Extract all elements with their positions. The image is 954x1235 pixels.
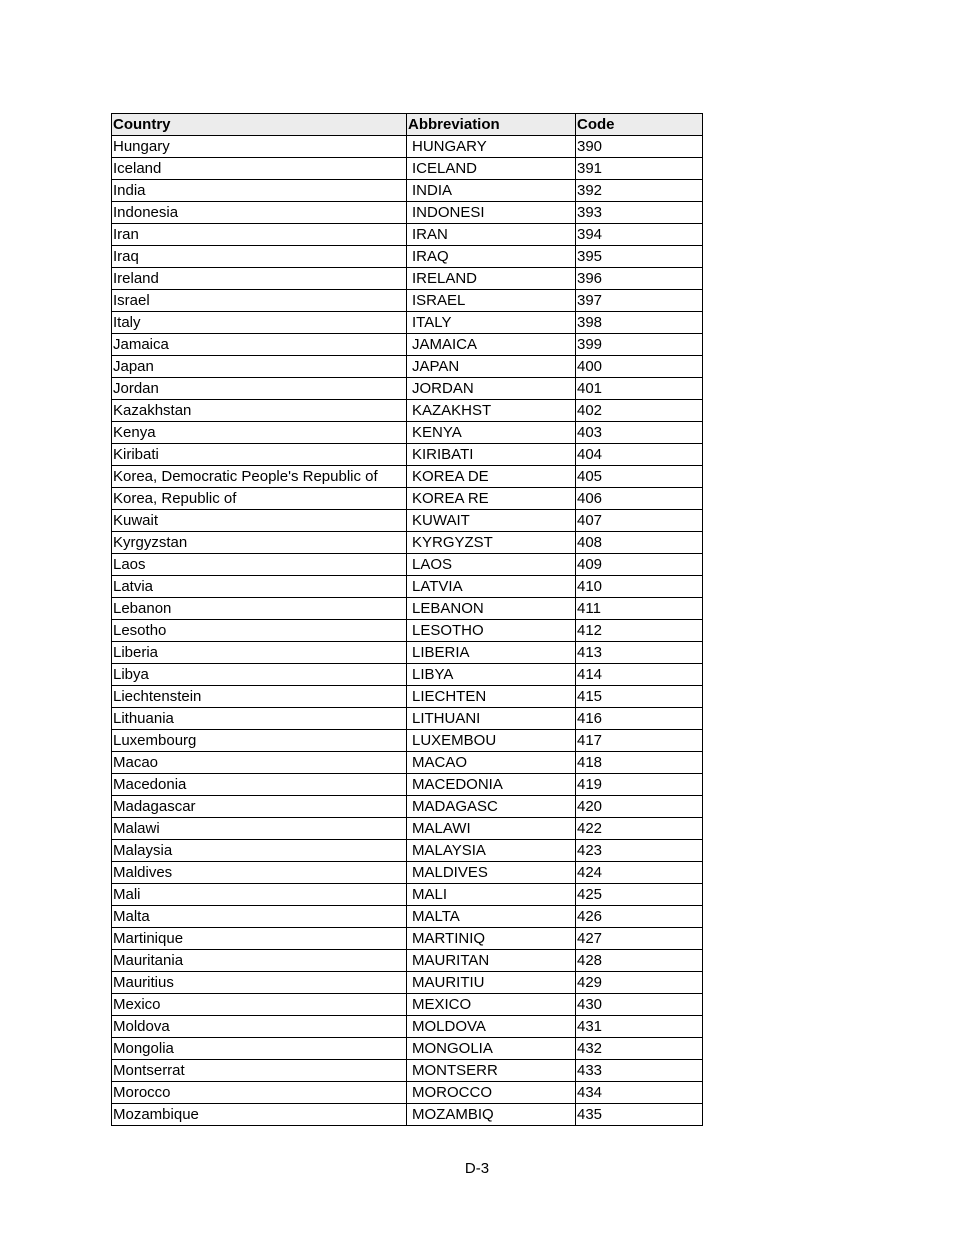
cell-code: 400 [576, 356, 703, 378]
cell-code: 393 [576, 202, 703, 224]
cell-code: 409 [576, 554, 703, 576]
cell-abbreviation: KIRIBATI [407, 444, 576, 466]
cell-abbreviation: JORDAN [407, 378, 576, 400]
cell-abbreviation: MALAYSIA [407, 840, 576, 862]
table-row [112, 312, 703, 334]
cell-country: Montserrat [112, 1060, 407, 1082]
cell-abbreviation: ICELAND [407, 158, 576, 180]
cell-code: 425 [576, 884, 703, 906]
cell-code: 404 [576, 444, 703, 466]
table-row [112, 686, 703, 708]
cell-country: Lebanon [112, 598, 407, 620]
table-row [112, 400, 703, 422]
cell-code: 431 [576, 1016, 703, 1038]
cell-code: 408 [576, 532, 703, 554]
cell-abbreviation: MAURITAN [407, 950, 576, 972]
cell-country: Kenya [112, 422, 407, 444]
cell-country: Iran [112, 224, 407, 246]
table-row [112, 422, 703, 444]
cell-abbreviation: KYRGYZST [407, 532, 576, 554]
page-number: D-3 [464, 1160, 490, 1177]
table-row [112, 466, 703, 488]
cell-abbreviation: JAPAN [407, 356, 576, 378]
table-row [112, 532, 703, 554]
cell-country: Ireland [112, 268, 407, 290]
cell-abbreviation: LIECHTEN [407, 686, 576, 708]
cell-code: 406 [576, 488, 703, 510]
cell-code: 396 [576, 268, 703, 290]
cell-abbreviation: MACAO [407, 752, 576, 774]
cell-code: 413 [576, 642, 703, 664]
table-row [112, 774, 703, 796]
cell-country: Japan [112, 356, 407, 378]
cell-abbreviation: MEXICO [407, 994, 576, 1016]
cell-abbreviation: JAMAICA [407, 334, 576, 356]
cell-country: Malta [112, 906, 407, 928]
table-row [112, 796, 703, 818]
cell-abbreviation: IRAQ [407, 246, 576, 268]
table-row [112, 488, 703, 510]
cell-abbreviation: MALTA [407, 906, 576, 928]
table-row [112, 158, 703, 180]
cell-country: Maldives [112, 862, 407, 884]
table-row [112, 994, 703, 1016]
cell-code: 435 [576, 1104, 703, 1126]
cell-code: 398 [576, 312, 703, 334]
cell-country: Moldova [112, 1016, 407, 1038]
cell-abbreviation: MAURITIU [407, 972, 576, 994]
cell-abbreviation: MADAGASC [407, 796, 576, 818]
table-row [112, 444, 703, 466]
cell-abbreviation: MACEDONIA [407, 774, 576, 796]
cell-code: 405 [576, 466, 703, 488]
table-row [112, 642, 703, 664]
cell-code: 415 [576, 686, 703, 708]
cell-country: Liechtenstein [112, 686, 407, 708]
cell-abbreviation: KOREA DE [407, 466, 576, 488]
cell-abbreviation: MALDIVES [407, 862, 576, 884]
cell-abbreviation: LAOS [407, 554, 576, 576]
table-row [112, 180, 703, 202]
table-row [112, 664, 703, 686]
table-row [112, 290, 703, 312]
cell-abbreviation: HUNGARY [407, 136, 576, 158]
cell-abbreviation: MOLDOVA [407, 1016, 576, 1038]
cell-country: Madagascar [112, 796, 407, 818]
cell-country: Kazakhstan [112, 400, 407, 422]
cell-country: Iceland [112, 158, 407, 180]
cell-code: 422 [576, 818, 703, 840]
cell-country: Malawi [112, 818, 407, 840]
table-row [112, 708, 703, 730]
table-row [112, 950, 703, 972]
table-row [112, 906, 703, 928]
cell-code: 427 [576, 928, 703, 950]
cell-country: Martinique [112, 928, 407, 950]
table-row [112, 840, 703, 862]
cell-code: 426 [576, 906, 703, 928]
table-row [112, 510, 703, 532]
cell-code: 401 [576, 378, 703, 400]
cell-code: 414 [576, 664, 703, 686]
table-row [112, 356, 703, 378]
cell-code: 423 [576, 840, 703, 862]
cell-code: 397 [576, 290, 703, 312]
cell-country: Mauritius [112, 972, 407, 994]
cell-abbreviation: MARTINIQ [407, 928, 576, 950]
table-row [112, 334, 703, 356]
table-row [112, 136, 703, 158]
cell-country: Mozambique [112, 1104, 407, 1126]
cell-code: 428 [576, 950, 703, 972]
cell-country: Morocco [112, 1082, 407, 1104]
table-row [112, 224, 703, 246]
cell-country: Malaysia [112, 840, 407, 862]
table-row [112, 620, 703, 642]
table-row [112, 1082, 703, 1104]
table-row [112, 862, 703, 884]
cell-country: Laos [112, 554, 407, 576]
cell-code: 420 [576, 796, 703, 818]
table-row [112, 752, 703, 774]
table-row [112, 268, 703, 290]
cell-code: 407 [576, 510, 703, 532]
cell-country: Korea, Democratic People's Republic of [112, 466, 407, 488]
cell-code: 417 [576, 730, 703, 752]
cell-code: 390 [576, 136, 703, 158]
cell-abbreviation: LATVIA [407, 576, 576, 598]
table-row [112, 1060, 703, 1082]
cell-abbreviation: MALAWI [407, 818, 576, 840]
cell-abbreviation: LESOTHO [407, 620, 576, 642]
cell-country: Mongolia [112, 1038, 407, 1060]
table-row [112, 598, 703, 620]
cell-code: 402 [576, 400, 703, 422]
cell-abbreviation: MOZAMBIQ [407, 1104, 576, 1126]
cell-country: Libya [112, 664, 407, 686]
cell-country: India [112, 180, 407, 202]
cell-abbreviation: LIBERIA [407, 642, 576, 664]
cell-code: 412 [576, 620, 703, 642]
cell-code: 416 [576, 708, 703, 730]
table-row [112, 202, 703, 224]
cell-abbreviation: IRAN [407, 224, 576, 246]
table-header-row [112, 114, 703, 136]
cell-code: 391 [576, 158, 703, 180]
header-code: Code [576, 114, 703, 136]
cell-country: Iraq [112, 246, 407, 268]
cell-country: Luxembourg [112, 730, 407, 752]
cell-code: 434 [576, 1082, 703, 1104]
table-row [112, 928, 703, 950]
cell-country: Lesotho [112, 620, 407, 642]
cell-abbreviation: LUXEMBOU [407, 730, 576, 752]
table-row [112, 1038, 703, 1060]
cell-country: Jamaica [112, 334, 407, 356]
table-row [112, 378, 703, 400]
cell-abbreviation: LEBANON [407, 598, 576, 620]
cell-abbreviation: KOREA RE [407, 488, 576, 510]
header-country: Country [112, 114, 407, 136]
cell-country: Israel [112, 290, 407, 312]
cell-code: 392 [576, 180, 703, 202]
cell-code: 410 [576, 576, 703, 598]
cell-abbreviation: MONTSERR [407, 1060, 576, 1082]
cell-country: Liberia [112, 642, 407, 664]
cell-abbreviation: LITHUANI [407, 708, 576, 730]
table-row [112, 1104, 703, 1126]
cell-abbreviation: MALI [407, 884, 576, 906]
country-code-table [111, 113, 703, 1126]
table-row [112, 730, 703, 752]
cell-code: 424 [576, 862, 703, 884]
cell-code: 394 [576, 224, 703, 246]
cell-abbreviation: ISRAEL [407, 290, 576, 312]
cell-country: Macedonia [112, 774, 407, 796]
cell-abbreviation: INDONESI [407, 202, 576, 224]
cell-country: Jordan [112, 378, 407, 400]
table-row [112, 246, 703, 268]
cell-country: Mexico [112, 994, 407, 1016]
table-row [112, 576, 703, 598]
cell-abbreviation: KAZAKHST [407, 400, 576, 422]
cell-code: 432 [576, 1038, 703, 1060]
cell-country: Macao [112, 752, 407, 774]
header-abbreviation: Abbreviation [407, 114, 576, 136]
cell-country: Kiribati [112, 444, 407, 466]
cell-country: Mauritania [112, 950, 407, 972]
table-row [112, 818, 703, 840]
cell-country: Hungary [112, 136, 407, 158]
cell-country: Korea, Republic of [112, 488, 407, 510]
cell-country: Mali [112, 884, 407, 906]
cell-code: 411 [576, 598, 703, 620]
cell-abbreviation: MOROCCO [407, 1082, 576, 1104]
cell-country: Lithuania [112, 708, 407, 730]
cell-country: Italy [112, 312, 407, 334]
cell-code: 395 [576, 246, 703, 268]
cell-code: 430 [576, 994, 703, 1016]
cell-country: Latvia [112, 576, 407, 598]
table-body [112, 136, 703, 1126]
cell-code: 429 [576, 972, 703, 994]
cell-code: 399 [576, 334, 703, 356]
cell-code: 403 [576, 422, 703, 444]
cell-abbreviation: KUWAIT [407, 510, 576, 532]
cell-abbreviation: ITALY [407, 312, 576, 334]
cell-abbreviation: KENYA [407, 422, 576, 444]
table-row [112, 1016, 703, 1038]
cell-code: 418 [576, 752, 703, 774]
cell-country: Kyrgyzstan [112, 532, 407, 554]
table-row [112, 884, 703, 906]
cell-abbreviation: IRELAND [407, 268, 576, 290]
cell-code: 419 [576, 774, 703, 796]
cell-code: 433 [576, 1060, 703, 1082]
cell-country: Indonesia [112, 202, 407, 224]
table-row [112, 554, 703, 576]
table-row [112, 972, 703, 994]
cell-country: Kuwait [112, 510, 407, 532]
cell-abbreviation: INDIA [407, 180, 576, 202]
cell-abbreviation: MONGOLIA [407, 1038, 576, 1060]
cell-abbreviation: LIBYA [407, 664, 576, 686]
